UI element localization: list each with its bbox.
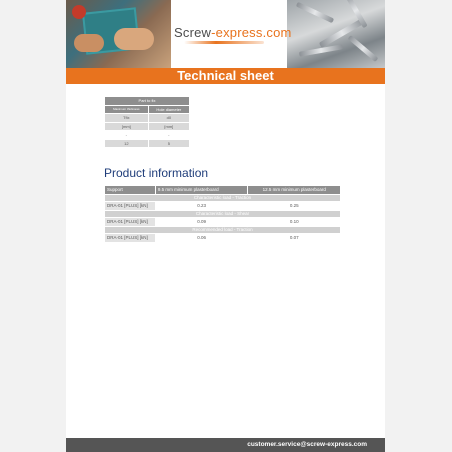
electronics-photo bbox=[66, 0, 171, 68]
table-row bbox=[105, 234, 341, 243]
row-value: 0.10 bbox=[248, 218, 341, 227]
row-label: DRA-01 [PLUS] [kN] bbox=[105, 234, 156, 243]
section-title: Recommended load - Traction bbox=[105, 227, 341, 234]
row-value: 0.09 bbox=[155, 218, 248, 227]
section-title: Characteristic load - Shear bbox=[105, 211, 341, 218]
col-dash: - bbox=[105, 131, 149, 140]
header-banner bbox=[66, 0, 385, 68]
col-unit: [mm] bbox=[148, 122, 189, 131]
col-unit: [mm] bbox=[105, 122, 149, 131]
logo-swoosh bbox=[184, 41, 264, 44]
col-symbol: d0 bbox=[148, 114, 189, 123]
col-symbol: Tfix bbox=[105, 114, 149, 123]
row-label: DRA-01 [PLUS] [kN] bbox=[105, 218, 156, 227]
row-value: 0.07 bbox=[248, 234, 341, 243]
section-title: Characteristic load - Traction bbox=[105, 195, 341, 202]
column-header: Support bbox=[105, 186, 156, 195]
col-dash: - bbox=[148, 131, 189, 140]
part-to-fix-table bbox=[104, 96, 190, 148]
col-label: Maximum thickness bbox=[105, 105, 149, 114]
col-value: 5 bbox=[148, 139, 189, 148]
screws-photo bbox=[287, 0, 385, 68]
row-label: DRA-01 [PLUS] [kN] bbox=[105, 202, 156, 211]
table-row bbox=[105, 218, 341, 227]
footer-bar bbox=[66, 438, 385, 452]
section-band-title: Technical sheet bbox=[66, 68, 385, 84]
row-value: 0.25 bbox=[248, 202, 341, 211]
product-information-table bbox=[104, 185, 341, 243]
table-title: Part to fix bbox=[105, 97, 190, 106]
brand-logo: Screw-express.com bbox=[174, 25, 292, 40]
column-header: 12.5 mm minimum plasterboard bbox=[248, 186, 341, 195]
row-value: 0.23 bbox=[155, 202, 248, 211]
column-header: 9.5 mm minimum plasterboard bbox=[155, 186, 248, 195]
row-value: 0.06 bbox=[155, 234, 248, 243]
col-value: 12 bbox=[105, 139, 149, 148]
technical-sheet-page bbox=[66, 0, 385, 452]
contact-email-link[interactable]: customer.service@screw-express.com bbox=[247, 441, 367, 448]
product-information-heading: Product information bbox=[104, 166, 209, 180]
table-row bbox=[105, 202, 341, 211]
col-label: Hole diameter bbox=[148, 105, 189, 114]
